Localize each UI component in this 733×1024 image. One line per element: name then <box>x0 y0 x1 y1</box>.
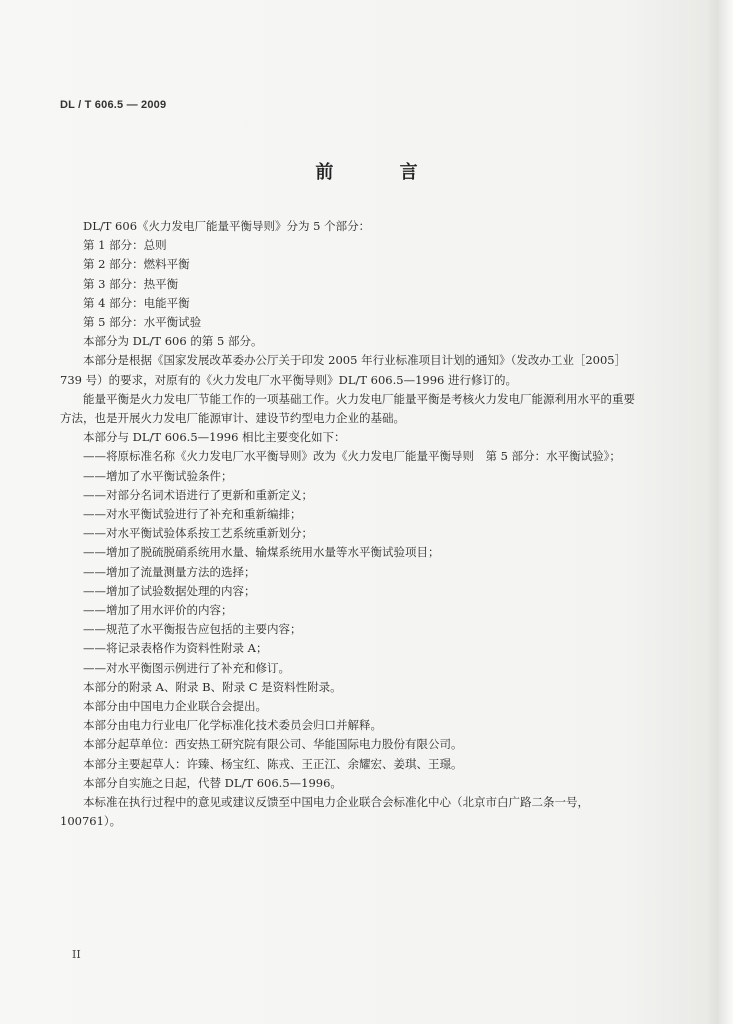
paragraph: ——对水平衡图示例进行了补充和修订。 <box>83 660 290 675</box>
paragraph: 第 3 部分：热平衡 <box>83 276 179 291</box>
foreword-body <box>60 217 640 832</box>
page-number: II <box>72 948 81 961</box>
paragraph: 本部分起草单位：西安热工研究院有限公司、华能国际电力股份有限公司。 <box>83 737 463 752</box>
paragraph: DL/T 606《火力发电厂能量平衡导则》分为 5 个部分： <box>83 219 371 233</box>
paragraph: 本部分为 DL/T 606 的第 5 部分。 <box>83 334 263 349</box>
paragraph: 能量平衡是火力发电厂节能工作的一项基础工作。火力发电厂能量平衡是考核火力发电厂能源利用水平的重要方法，也是开展火力发电厂能源审计、建设节约型电力企业的基础。 <box>60 391 635 426</box>
paragraph: 本部分由电力行业电厂化学标准化技术委员会归口并解释。 <box>83 718 382 733</box>
page-title: 前 言 <box>315 162 448 183</box>
paragraph: ——对水平衡试验体系按工艺系统重新划分； <box>83 526 313 541</box>
paragraph: 第 4 部分：电能平衡 <box>83 295 190 310</box>
paragraph: ——对水平衡试验进行了补充和重新编排； <box>83 507 302 522</box>
paragraph: 第 1 部分：总则 <box>83 238 167 253</box>
paragraph: ——增加了水平衡试验条件； <box>83 468 233 483</box>
paragraph: 本标准在执行过程中的意见或建议反馈至中国电力企业联合会标准化中心（北京市白广路二条一号，100761）。 <box>60 795 589 829</box>
paragraph: ——增加了流量测量方法的选择； <box>83 564 256 579</box>
paragraph: 本部分由中国电力企业联合会提出。 <box>83 699 267 714</box>
paragraph: ——增加了脱硫脱硝系统用水量、输煤系统用水量等水平衡试验项目； <box>83 545 440 560</box>
paragraph: 第 5 部分：水平衡试验 <box>83 315 202 330</box>
paragraph: 第 2 部分：燃料平衡 <box>83 257 190 272</box>
paragraph: 本部分是根据《国家发展改革委办公厅关于印发 2005 年行业标准项目计划的通知》（发改办工业［2005］739 号）的要求，对原有的《火力发电厂水平衡导则》DL/T 606.5—1996 进行修订的。 <box>60 353 627 387</box>
paragraph: ——将记录表格作为资料性附录 A； <box>83 641 268 656</box>
paragraph: 本部分主要起草人：许臻、杨宝红、陈戎、王正江、余耀宏、姜琪、王璟。 <box>83 756 463 771</box>
paragraph: ——增加了试验数据处理的内容； <box>83 583 256 598</box>
paragraph: 本部分的附录 A、附录 B、附录 C 是资料性附录。 <box>83 679 342 694</box>
standard-code-header: DL / T 606.5 — 2009 <box>60 99 167 111</box>
paragraph: ——增加了用水评价的内容； <box>83 603 233 618</box>
paragraph: 本部分与 DL/T 606.5—1996 相比主要变化如下： <box>83 430 346 445</box>
paragraph: ——将原标准名称《火力发电厂水平衡导则》改为《火力发电厂能量平衡导则 第 5 部分：水平衡试验》； <box>83 449 621 464</box>
paragraph: 本部分自实施之日起，代替 DL/T 606.5—1996。 <box>83 775 342 790</box>
paragraph: ——规范了水平衡报告应包括的主要内容； <box>83 622 302 637</box>
page-edge-shadow <box>707 0 733 1024</box>
paragraph: ——对部分名词术语进行了更新和重新定义； <box>83 487 313 502</box>
